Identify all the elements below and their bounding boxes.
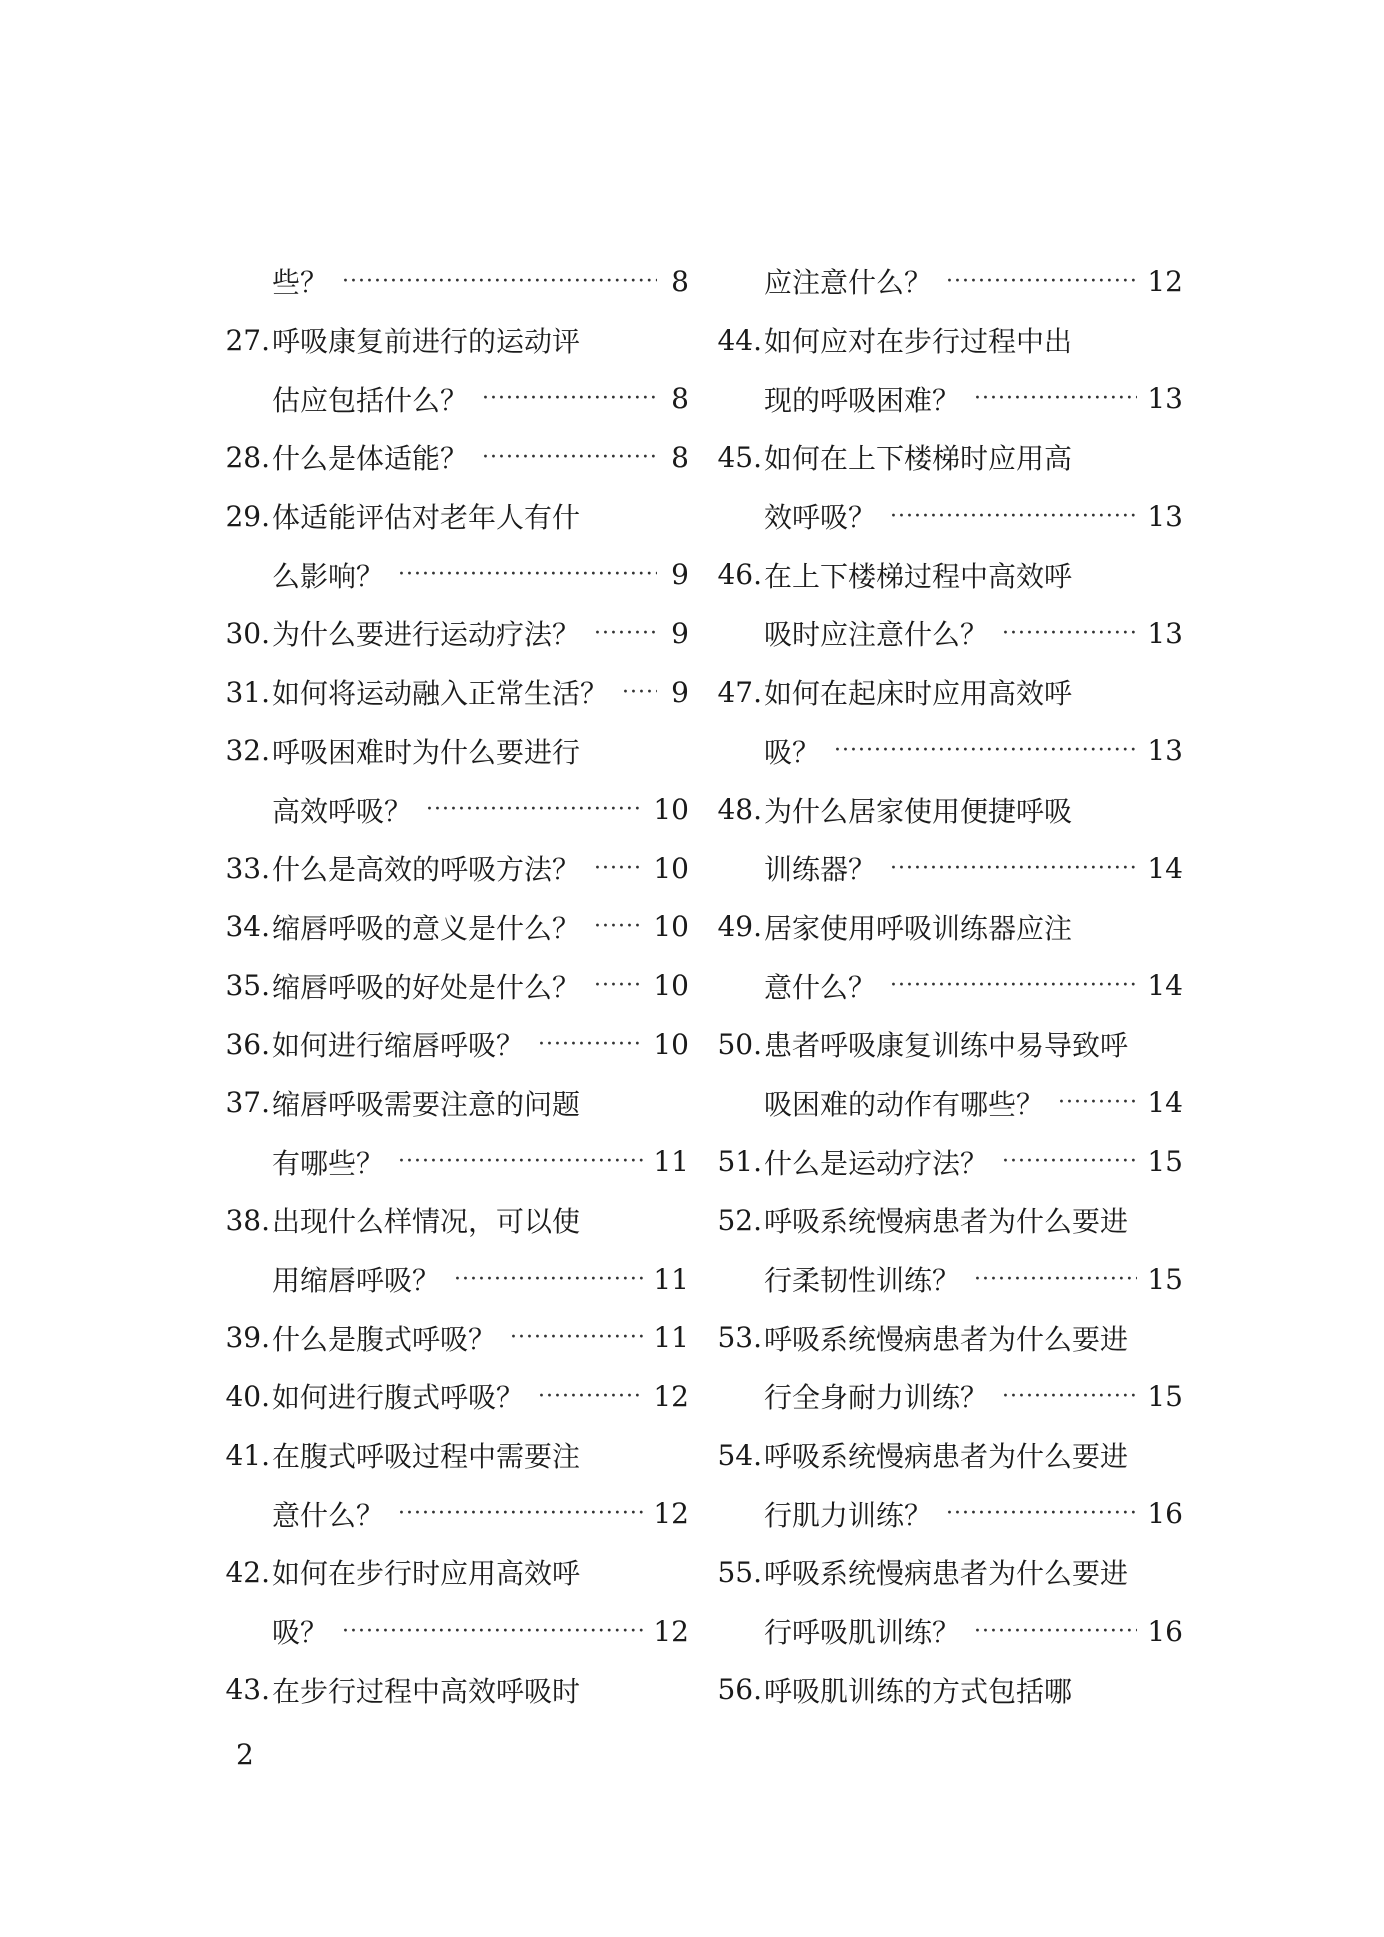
entry-title: 患者呼吸康复训练中易导致呼 bbox=[764, 1029, 1129, 1063]
toc-entry[interactable] bbox=[218, 1661, 689, 1720]
toc-entry[interactable] bbox=[218, 1250, 689, 1309]
entry-number: 50. bbox=[717, 1027, 762, 1061]
toc-entry[interactable] bbox=[710, 956, 1183, 1015]
leader-dots bbox=[974, 386, 1137, 411]
toc-entry[interactable] bbox=[710, 1661, 1183, 1720]
entry-number: 30. bbox=[225, 616, 270, 650]
entry-page-number: 10 bbox=[653, 793, 689, 827]
entry-number: 28. bbox=[225, 440, 270, 474]
entry-page-number: 15 bbox=[1147, 1145, 1183, 1179]
entry-title: 么影响？ bbox=[272, 559, 385, 593]
leader-dots bbox=[594, 856, 643, 881]
toc-entry[interactable] bbox=[218, 1308, 689, 1367]
toc-entry[interactable] bbox=[218, 1602, 689, 1661]
entry-title: 高效呼吸？ bbox=[272, 794, 413, 828]
toc-entry[interactable] bbox=[218, 545, 689, 604]
entry-title: 什么是高效的呼吸方法？ bbox=[272, 853, 581, 887]
entry-title: 估应包括什么？ bbox=[272, 383, 469, 417]
entry-number: 35. bbox=[225, 969, 270, 1003]
entry-number: 42. bbox=[225, 1555, 270, 1589]
entry-title: 呼吸肌训练的方式包括哪 bbox=[764, 1674, 1073, 1708]
entry-number: 46. bbox=[717, 558, 762, 592]
toc-entry[interactable] bbox=[218, 722, 689, 781]
leader-dots bbox=[538, 1032, 643, 1057]
toc-entry[interactable] bbox=[710, 780, 1183, 839]
leader-dots bbox=[890, 973, 1137, 998]
toc-entry[interactable] bbox=[218, 1484, 689, 1543]
toc-entry[interactable] bbox=[710, 428, 1183, 487]
leader-dots bbox=[890, 504, 1137, 529]
entry-page-number: 11 bbox=[653, 1321, 689, 1355]
toc-entry[interactable] bbox=[710, 1191, 1183, 1250]
entry-page-number: 10 bbox=[653, 910, 689, 944]
toc-entry[interactable] bbox=[218, 1015, 689, 1074]
toc-entry[interactable] bbox=[710, 545, 1183, 604]
entry-page-number: 12 bbox=[1147, 264, 1183, 298]
toc-entry[interactable] bbox=[218, 1543, 689, 1602]
entry-page-number: 10 bbox=[653, 851, 689, 885]
entry-page-number: 10 bbox=[653, 1027, 689, 1061]
entry-title: 什么是体适能？ bbox=[272, 442, 469, 476]
entry-title: 意什么？ bbox=[272, 1498, 385, 1532]
entry-title: 在腹式呼吸过程中需要注 bbox=[272, 1440, 581, 1474]
entry-page-number: 14 bbox=[1147, 1086, 1183, 1120]
entry-number: 53. bbox=[717, 1321, 762, 1355]
entry-title: 吸？ bbox=[272, 1616, 329, 1650]
entry-title: 呼吸系统慢病患者为什么要进 bbox=[764, 1205, 1129, 1239]
toc-entry[interactable] bbox=[710, 252, 1183, 311]
entry-title: 现的呼吸困难？ bbox=[764, 383, 961, 417]
entry-title: 什么是腹式呼吸？ bbox=[272, 1322, 497, 1356]
entry-page-number: 8 bbox=[671, 382, 689, 416]
toc-entry[interactable] bbox=[218, 1132, 689, 1191]
toc-column-left bbox=[218, 252, 689, 1719]
entry-number: 48. bbox=[717, 793, 762, 827]
entry-title: 行柔韧性训练？ bbox=[764, 1264, 961, 1298]
toc-entry[interactable] bbox=[710, 604, 1183, 663]
entry-number: 55. bbox=[717, 1555, 762, 1589]
toc-entry[interactable] bbox=[218, 839, 689, 898]
entry-title: 行呼吸肌训练？ bbox=[764, 1616, 961, 1650]
entry-number: 40. bbox=[225, 1379, 270, 1413]
entry-title: 如何应对在步行过程中出 bbox=[764, 325, 1073, 359]
entry-page-number: 11 bbox=[653, 1262, 689, 1296]
toc-entry[interactable] bbox=[710, 1426, 1183, 1485]
leader-dots bbox=[398, 1149, 643, 1174]
leader-dots bbox=[510, 1325, 643, 1350]
entry-title: 如何在步行时应用高效呼 bbox=[272, 1557, 581, 1591]
entry-title: 如何进行缩唇呼吸？ bbox=[272, 1029, 525, 1063]
entry-page-number: 9 bbox=[671, 616, 689, 650]
entry-title: 些？ bbox=[272, 266, 329, 300]
leader-dots bbox=[482, 386, 657, 411]
toc-entry[interactable] bbox=[218, 1367, 689, 1426]
toc-entry[interactable] bbox=[710, 311, 1183, 370]
toc-entry[interactable] bbox=[218, 1074, 689, 1133]
toc-entry[interactable] bbox=[218, 311, 689, 370]
entry-page-number: 13 bbox=[1147, 734, 1183, 768]
page-number: 2 bbox=[236, 1738, 254, 1771]
entry-title: 行全身耐力训练？ bbox=[764, 1381, 989, 1415]
entry-page-number: 16 bbox=[1147, 1497, 1183, 1531]
entry-title: 行肌力训练？ bbox=[764, 1498, 933, 1532]
toc-entry[interactable] bbox=[710, 1543, 1183, 1602]
toc-entry[interactable] bbox=[710, 1602, 1183, 1661]
toc-entry[interactable] bbox=[710, 1015, 1183, 1074]
entry-page-number: 9 bbox=[671, 558, 689, 592]
entry-number: 49. bbox=[717, 910, 762, 944]
leader-dots bbox=[946, 269, 1137, 294]
entry-page-number: 11 bbox=[653, 1145, 689, 1179]
toc-entry[interactable] bbox=[710, 369, 1183, 428]
entry-page-number: 16 bbox=[1147, 1614, 1183, 1648]
leader-dots bbox=[974, 1619, 1137, 1644]
entry-number: 39. bbox=[225, 1321, 270, 1355]
entry-title: 在上下楼梯过程中高效呼 bbox=[764, 559, 1073, 593]
entry-title: 有哪些？ bbox=[272, 1146, 385, 1180]
toc-entry[interactable] bbox=[710, 1074, 1183, 1133]
toc-entry[interactable] bbox=[710, 1250, 1183, 1309]
leader-dots bbox=[426, 797, 643, 822]
entry-title: 呼吸系统慢病患者为什么要进 bbox=[764, 1322, 1129, 1356]
toc-entry[interactable] bbox=[218, 369, 689, 428]
leader-dots bbox=[482, 445, 657, 470]
entry-page-number: 12 bbox=[653, 1497, 689, 1531]
toc-entry[interactable] bbox=[710, 1367, 1183, 1426]
entry-title: 呼吸困难时为什么要进行 bbox=[272, 735, 581, 769]
toc-entry[interactable] bbox=[710, 1484, 1183, 1543]
entry-number: 27. bbox=[225, 323, 270, 357]
toc-entry[interactable] bbox=[710, 1132, 1183, 1191]
toc-entry[interactable] bbox=[218, 663, 689, 722]
toc-entry[interactable] bbox=[218, 1426, 689, 1485]
toc-entry[interactable] bbox=[710, 487, 1183, 546]
toc-entry[interactable] bbox=[710, 898, 1183, 957]
entry-page-number: 12 bbox=[653, 1379, 689, 1413]
entry-title: 如何进行腹式呼吸？ bbox=[272, 1381, 525, 1415]
entry-page-number: 14 bbox=[1147, 851, 1183, 885]
leader-dots bbox=[974, 1267, 1137, 1292]
entry-number: 33. bbox=[225, 851, 270, 885]
toc-entry[interactable] bbox=[218, 428, 689, 487]
leader-dots bbox=[454, 1267, 643, 1292]
toc-entry[interactable] bbox=[218, 252, 689, 311]
entry-title: 缩唇呼吸的意义是什么？ bbox=[272, 911, 581, 945]
entry-page-number: 15 bbox=[1147, 1379, 1183, 1413]
entry-page-number: 12 bbox=[653, 1614, 689, 1648]
entry-title: 出现什么样情况，可以使 bbox=[272, 1205, 581, 1239]
leader-dots bbox=[890, 856, 1137, 881]
leader-dots bbox=[834, 738, 1137, 763]
leader-dots bbox=[1002, 1149, 1137, 1174]
entry-number: 32. bbox=[225, 734, 270, 768]
leader-dots bbox=[398, 1501, 643, 1526]
leader-dots bbox=[1058, 1090, 1137, 1115]
leader-dots bbox=[342, 269, 657, 294]
toc-entry[interactable] bbox=[218, 956, 689, 1015]
leader-dots bbox=[594, 621, 657, 646]
entry-page-number: 13 bbox=[1147, 616, 1183, 650]
entry-page-number: 13 bbox=[1147, 499, 1183, 533]
entry-number: 47. bbox=[717, 675, 762, 709]
toc-entry[interactable] bbox=[218, 780, 689, 839]
entry-number: 45. bbox=[717, 440, 762, 474]
entry-number: 36. bbox=[225, 1027, 270, 1061]
entry-title: 居家使用呼吸训练器应注 bbox=[764, 911, 1073, 945]
leader-dots bbox=[946, 1501, 1137, 1526]
entry-title: 缩唇呼吸需要注意的问题 bbox=[272, 1087, 581, 1121]
leader-dots bbox=[1002, 1384, 1137, 1409]
entry-title: 训练器？ bbox=[764, 853, 877, 887]
entry-title: 如何在上下楼梯时应用高 bbox=[764, 442, 1073, 476]
entry-title: 呼吸系统慢病患者为什么要进 bbox=[764, 1440, 1129, 1474]
leader-dots bbox=[594, 973, 643, 998]
toc-entry[interactable] bbox=[710, 722, 1183, 781]
entry-title: 为什么要进行运动疗法？ bbox=[272, 618, 581, 652]
entry-number: 29. bbox=[225, 499, 270, 533]
entry-title: 用缩唇呼吸？ bbox=[272, 1264, 441, 1298]
leader-dots bbox=[538, 1384, 643, 1409]
entry-page-number: 10 bbox=[653, 969, 689, 1003]
entry-page-number: 8 bbox=[671, 440, 689, 474]
entry-number: 37. bbox=[225, 1086, 270, 1120]
entry-number: 56. bbox=[717, 1673, 762, 1707]
leader-dots bbox=[1002, 621, 1137, 646]
toc-column-right bbox=[710, 252, 1183, 1719]
entry-number: 43. bbox=[225, 1673, 270, 1707]
entry-page-number: 8 bbox=[671, 264, 689, 298]
leader-dots bbox=[398, 562, 657, 587]
entry-title: 什么是运动疗法？ bbox=[764, 1146, 989, 1180]
toc-entry[interactable] bbox=[218, 604, 689, 663]
toc-entry[interactable] bbox=[218, 487, 689, 546]
entry-number: 38. bbox=[225, 1203, 270, 1237]
entry-title: 缩唇呼吸的好处是什么？ bbox=[272, 970, 581, 1004]
toc-entry[interactable] bbox=[710, 663, 1183, 722]
entry-title: 意什么？ bbox=[764, 970, 877, 1004]
entry-number: 34. bbox=[225, 910, 270, 944]
leader-dots bbox=[594, 914, 643, 939]
entry-title: 在步行过程中高效呼吸时 bbox=[272, 1674, 581, 1708]
entry-title: 呼吸康复前进行的运动评 bbox=[272, 325, 581, 359]
entry-title: 应注意什么？ bbox=[764, 266, 933, 300]
entry-title: 吸困难的动作有哪些？ bbox=[764, 1087, 1045, 1121]
entry-title: 呼吸系统慢病患者为什么要进 bbox=[764, 1557, 1129, 1591]
entry-page-number: 9 bbox=[671, 675, 689, 709]
entry-page-number: 15 bbox=[1147, 1262, 1183, 1296]
entry-title: 体适能评估对老年人有什 bbox=[272, 501, 581, 535]
toc-entry[interactable] bbox=[710, 839, 1183, 898]
entry-page-number: 14 bbox=[1147, 969, 1183, 1003]
entry-number: 52. bbox=[717, 1203, 762, 1237]
leader-dots bbox=[622, 680, 657, 705]
entry-title: 吸时应注意什么？ bbox=[764, 618, 989, 652]
entry-title: 如何在起床时应用高效呼 bbox=[764, 677, 1073, 711]
toc-entry[interactable] bbox=[218, 1191, 689, 1250]
leader-dots bbox=[342, 1619, 643, 1644]
entry-title: 如何将运动融入正常生活？ bbox=[272, 677, 609, 711]
entry-title: 为什么居家使用便捷呼吸 bbox=[764, 794, 1073, 828]
toc-entry[interactable] bbox=[710, 1308, 1183, 1367]
entry-title: 效呼吸？ bbox=[764, 501, 877, 535]
entry-number: 31. bbox=[225, 675, 270, 709]
entry-number: 44. bbox=[717, 323, 762, 357]
entry-number: 54. bbox=[717, 1438, 762, 1472]
toc-entry[interactable] bbox=[218, 898, 689, 957]
entry-number: 51. bbox=[717, 1145, 762, 1179]
entry-page-number: 13 bbox=[1147, 382, 1183, 416]
entry-number: 41. bbox=[225, 1438, 270, 1472]
entry-title: 吸？ bbox=[764, 735, 821, 769]
